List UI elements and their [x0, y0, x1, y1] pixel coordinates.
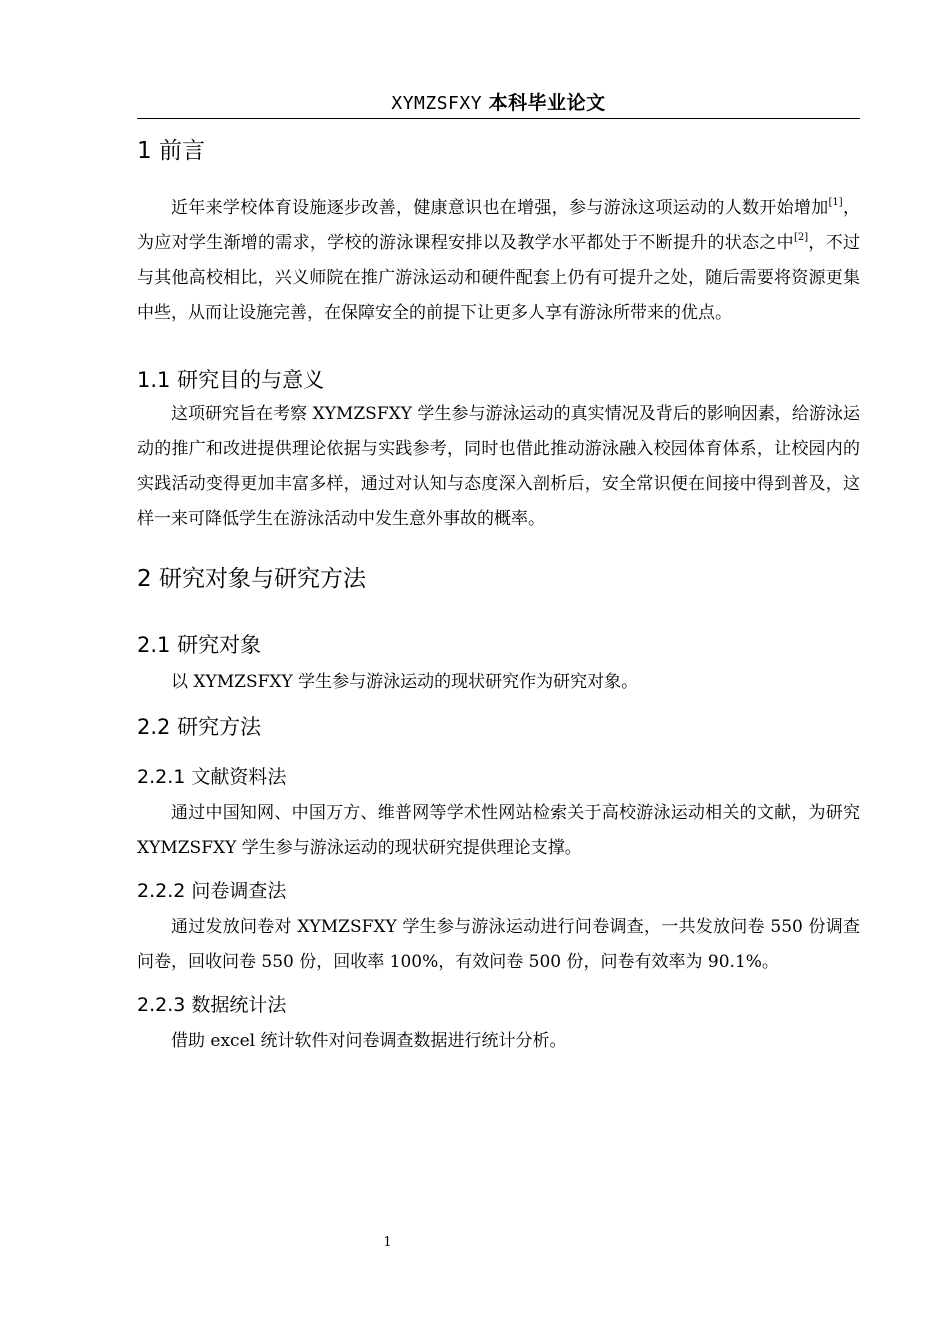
section-1-text-a: 近年来学校体育设施逐步改善，健康意识也在增强，参与游泳这项运动的人数开始增加 — [171, 198, 829, 218]
section-1-text-c: ，不过与其他高校相比，兴义师院在推广游泳运动和硬件配套上仍有可提升之处，随后需要将资源更集中些，从而让设施完善，在保障安全的前提下让更多人享有游泳所带来的优点。 — [137, 233, 861, 323]
section-1-text-b: ，为应对学生渐增的需求，学校的游泳课程安排以及教学水平都处于不断提升的状态之中 — [137, 198, 861, 253]
header-brand: XYMZSFXY — [391, 93, 483, 114]
section-1-1-paragraph: 这项研究旨在考察 XYMZSFXY 学生参与游泳运动的真实情况及背后的影响因素，给游泳运动的推广和改进提供理论依据与实践参考，同时也借此推动游泳融入校园体育体系，让校园内的实践活动变得更加丰富多样，通过对认知与态度深入剖析后，安全常识便在间接中得到普及，这样一来可降低学生在游泳活动中发生意外事故的概率。 — [137, 404, 860, 529]
section-2-2-1-heading: 2.2.1 文献资料法 — [137, 766, 287, 788]
section-2-2-2-heading: 2.2.2 问卷调查法 — [137, 880, 287, 902]
page-header — [137, 88, 860, 119]
section-2-2-2-paragraph: 通过发放问卷对 XYMZSFXY 学生参与游泳运动进行问卷调查，一共发放问卷 550 份调查问卷，回收问卷 550 份，回收率 100%，有效问卷 500 份，问卷有效率为 90.1%。 — [137, 917, 860, 972]
header-title: 本科毕业论文 — [488, 92, 606, 114]
section-1-heading: 1 前言 — [137, 138, 205, 164]
section-2-2-3-paragraph: 借助 excel 统计软件对问卷调查数据进行统计分析。 — [171, 1031, 567, 1051]
section-2-1-heading: 2.1 研究对象 — [137, 633, 262, 657]
citation-1[interactable]: [1] — [828, 197, 843, 208]
section-2-2-heading: 2.2 研究方法 — [137, 715, 262, 739]
citation-2[interactable]: [2] — [793, 232, 809, 243]
section-1-1-heading: 1.1 研究目的与意义 — [137, 368, 325, 392]
section-2-2-1-paragraph: 通过中国知网、中国万方、维普网等学术性网站检索关于高校游泳运动相关的文献，为研究 XYMZSFXY 学生参与游泳运动的现状研究提供理论支撑。 — [137, 803, 860, 858]
header-text — [391, 92, 605, 114]
page-number: 1 — [383, 1235, 392, 1250]
section-2-2-3-heading: 2.2.3 数据统计法 — [137, 994, 287, 1016]
section-2-1-paragraph: 以 XYMZSFXY 学生参与游泳运动的现状研究作为研究对象。 — [171, 672, 639, 692]
section-2-heading: 2 研究对象与研究方法 — [137, 566, 366, 592]
section-1-paragraph — [137, 191, 860, 331]
